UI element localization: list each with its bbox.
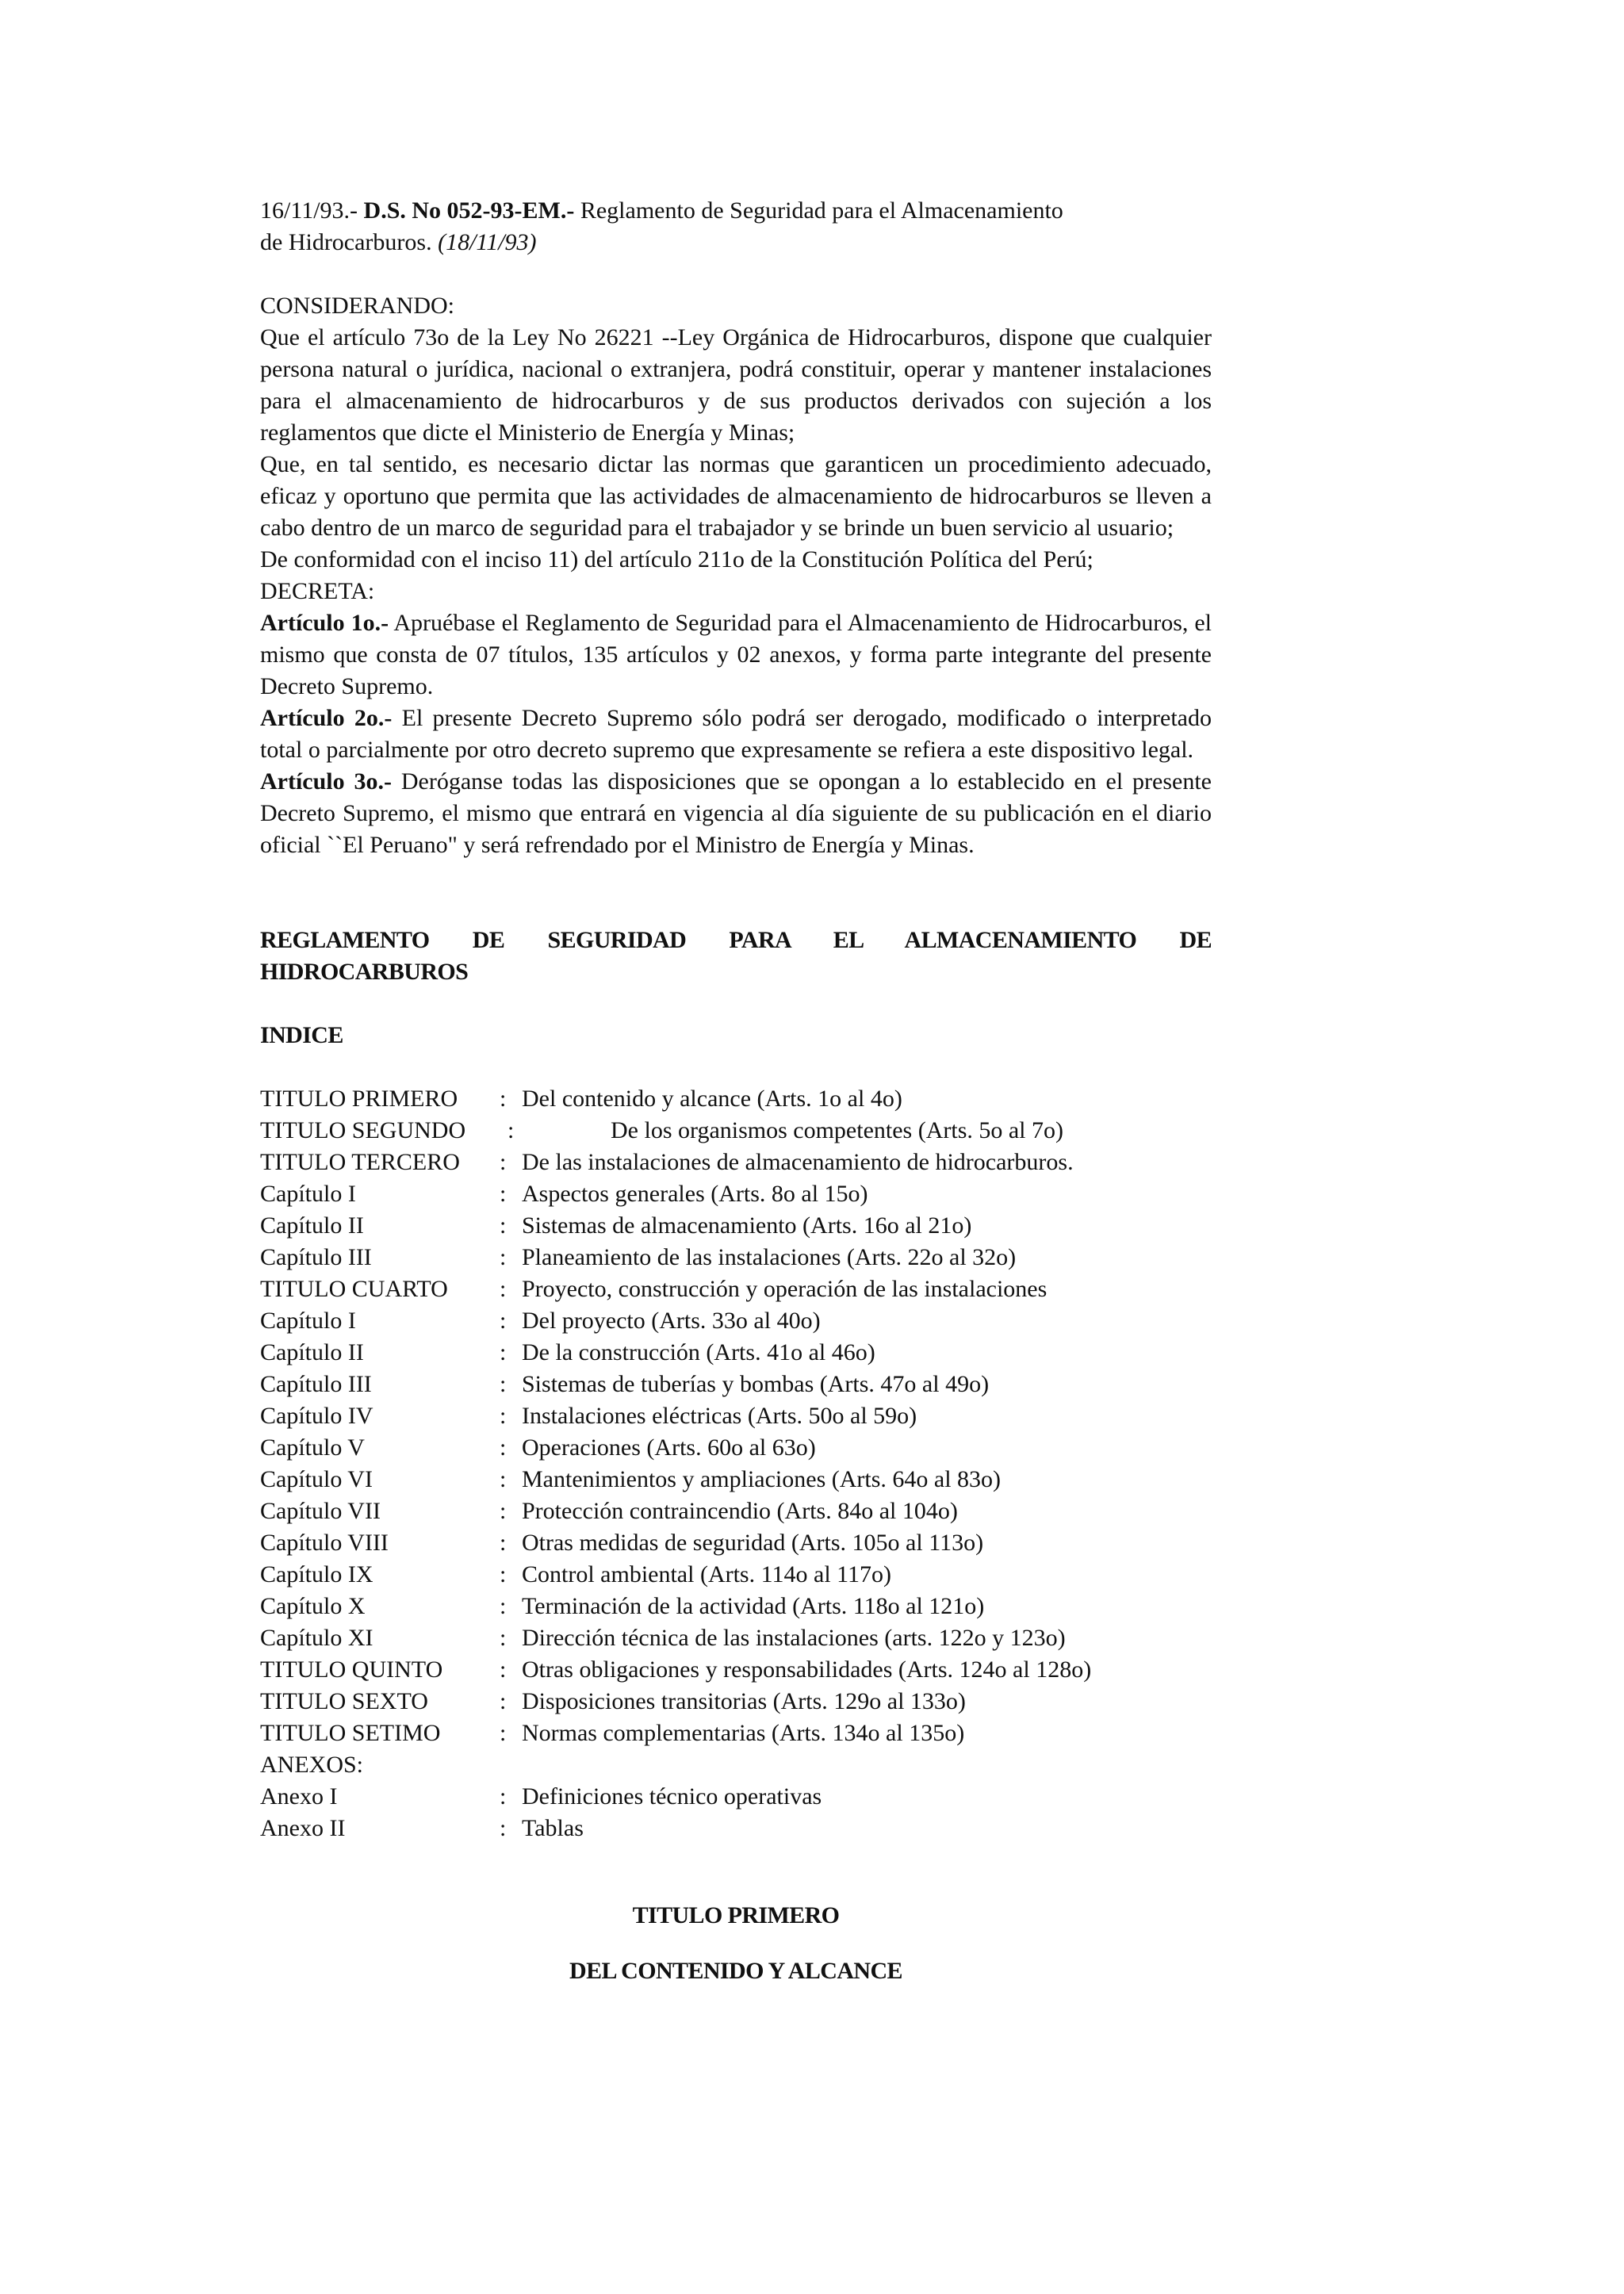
article-1-text: Apruébase el Reglamento de Seguridad para el Almacenamiento de Hidrocarburos, el mismo que consta de 07 títulos, 135 artículos y 02 anexos, y forma parte integrante del presente Decreto Supremo. — [260, 610, 1212, 699]
index-label: Capítulo III — [260, 1371, 372, 1397]
index-table — [260, 1083, 1212, 1844]
index-sep: : — [500, 1371, 507, 1397]
index-text: Tablas — [522, 1815, 584, 1841]
decree-date: 16/11/93.- — [260, 197, 358, 224]
section-title: TITULO PRIMERO — [632, 1902, 840, 1928]
index-label: Capítulo IX — [260, 1561, 373, 1587]
index-row — [260, 1559, 1212, 1591]
document-page — [260, 195, 1212, 2011]
index-sep: : — [500, 1276, 507, 1302]
index-sep: : — [500, 1244, 507, 1270]
index-label: TITULO SEGUNDO — [260, 1117, 466, 1143]
index-row — [260, 1781, 1212, 1813]
index-sep — [500, 1749, 522, 1781]
index-text: Protección contraincendio (Arts. 84o al 104o) — [522, 1498, 958, 1524]
considerando-para-3: De conformidad con el inciso 11) del artículo 211o de la Constitución Política del Perú; — [260, 546, 1094, 573]
index-text: Del contenido y alcance (Arts. 1o al 4o) — [522, 1086, 902, 1112]
index-label: Capítulo II — [260, 1339, 364, 1365]
index-sep: : — [500, 1339, 507, 1365]
index-text: Instalaciones eléctricas (Arts. 50o al 59o) — [522, 1403, 917, 1429]
index-text: Otras medidas de seguridad (Arts. 105o al 113o) — [522, 1530, 984, 1556]
index-label: Capítulo VI — [260, 1466, 373, 1492]
index-label: Capítulo III — [260, 1244, 372, 1270]
index-row — [260, 1464, 1212, 1496]
index-text: De los organismos competentes (Arts. 5o al 7o) — [611, 1117, 1064, 1143]
index-row — [260, 1242, 1212, 1273]
index-row — [260, 1813, 1212, 1844]
decreta-label: DECRETA: — [260, 578, 375, 604]
index-row — [260, 1496, 1212, 1527]
index-label: Capítulo VIII — [260, 1530, 389, 1556]
index-text: De las instalaciones de almacenamiento de hidrocarburos. — [522, 1149, 1074, 1175]
indice-heading: INDICE — [260, 1022, 343, 1048]
index-row — [260, 1210, 1212, 1242]
index-row — [260, 1432, 1212, 1464]
index-label: ANEXOS: — [260, 1752, 364, 1778]
index-label: Capítulo IV — [260, 1403, 373, 1429]
index-sep: : — [500, 1783, 507, 1810]
index-row — [260, 1749, 1212, 1781]
index-label: TITULO QUINTO — [260, 1656, 443, 1683]
index-sep: : — [500, 1181, 507, 1207]
index-label: TITULO SETIMO — [260, 1720, 441, 1746]
article-2 — [260, 703, 1212, 766]
index-sep: : — [500, 1720, 507, 1746]
index-text: Dirección técnica de las instalaciones (arts. 122o y 123o) — [522, 1625, 1066, 1651]
index-sep: : — [500, 1149, 507, 1175]
index-row — [260, 1115, 1212, 1147]
index-label: TITULO SEXTO — [260, 1688, 428, 1714]
index-sep: : — [500, 1466, 507, 1492]
index-row — [260, 1178, 1212, 1210]
index-sep: : — [500, 1212, 507, 1239]
publication-date: (18/11/93) — [438, 229, 537, 255]
index-text: Planeamiento de las instalaciones (Arts. 22o al 32o) — [522, 1244, 1017, 1270]
index-sep: : — [500, 1308, 507, 1334]
index-sep: : — [500, 1403, 507, 1429]
index-label: TITULO CUARTO — [260, 1276, 448, 1302]
index-row — [260, 1686, 1212, 1718]
article-3-label: Artículo 3o.- — [260, 768, 392, 795]
index-label: Capítulo V — [260, 1434, 365, 1461]
index-sep: : — [500, 1434, 507, 1461]
index-text: Operaciones (Arts. 60o al 63o) — [522, 1434, 816, 1461]
index-text: Disposiciones transitorias (Arts. 129o al 133o) — [522, 1688, 966, 1714]
considerando-para-2: Que, en tal sentido, es necesario dictar las normas que garanticen un procedimiento adecuado, eficaz y oportuno que permita que las actividades de almacenamiento de hidrocarburos se lleven a cabo dentro de un marco de seguridad para el trabajador y se brinde un buen servicio al usuario; — [260, 451, 1212, 541]
index-row — [260, 1305, 1212, 1337]
section-subtitle: DEL CONTENIDO Y ALCANCE — [569, 1958, 902, 1984]
index-text: De la construcción (Arts. 41o al 46o) — [522, 1339, 875, 1365]
index-sep: : — [500, 1656, 507, 1683]
article-1 — [260, 607, 1212, 703]
index-row — [260, 1369, 1212, 1400]
index-row — [260, 1622, 1212, 1654]
index-row — [260, 1083, 1212, 1115]
index-label: Anexo II — [260, 1815, 346, 1841]
index-text: Normas complementarias (Arts. 134o al 135o) — [522, 1720, 965, 1746]
index-text: Definiciones técnico operativas — [522, 1783, 822, 1810]
index-sep: : — [500, 1530, 507, 1556]
index-text: Del proyecto (Arts. 33o al 40o) — [522, 1308, 821, 1334]
index-sep: : — [508, 1117, 515, 1143]
article-3-text: Deróganse todas las disposiciones que se opongan a lo establecido en el presente Decreto Supremo, el mismo que entrará en vigencia al día siguiente de su publicación en el diario oficial ``El Peruano" y será refrendado por el Ministro de Energía y Minas. — [260, 768, 1212, 858]
index-label: Anexo I — [260, 1783, 338, 1810]
index-text: Otras obligaciones y responsabilidades (Arts. 124o al 128o) — [522, 1656, 1092, 1683]
index-text: Control ambiental (Arts. 114o al 117o) — [522, 1561, 892, 1587]
index-text — [522, 1749, 1212, 1781]
reglamento-title-cont: HIDROCARBUROS — [260, 959, 469, 985]
index-row — [260, 1527, 1212, 1559]
article-1-label: Artículo 1o.- — [260, 610, 389, 636]
index-row — [260, 1273, 1212, 1305]
index-label: Capítulo II — [260, 1212, 364, 1239]
index-row — [260, 1337, 1212, 1369]
index-sep: : — [500, 1815, 507, 1841]
index-text: Mantenimientos y ampliaciones (Arts. 64o al 83o) — [522, 1466, 1002, 1492]
index-label: Capítulo I — [260, 1181, 356, 1207]
index-sep: : — [500, 1086, 507, 1112]
index-sep: : — [500, 1593, 507, 1619]
index-label: Capítulo XI — [260, 1625, 373, 1651]
considerando-label: CONSIDERANDO: — [260, 293, 455, 319]
index-row — [260, 1591, 1212, 1622]
index-text: Terminación de la actividad (Arts. 118o al 121o) — [522, 1593, 985, 1619]
decree-number: D.S. No 052-93-EM.- — [363, 197, 575, 224]
index-sep: : — [500, 1561, 507, 1587]
index-text: Sistemas de almacenamiento (Arts. 16o al 21o) — [522, 1212, 972, 1239]
index-text: Aspectos generales (Arts. 8o al 15o) — [522, 1181, 868, 1207]
article-3 — [260, 766, 1212, 861]
index-row — [260, 1400, 1212, 1432]
reglamento-title: REGLAMENTO DE SEGURIDAD PARA EL ALMACENAMIENTO DE — [260, 927, 1212, 953]
index-sep: : — [500, 1498, 507, 1524]
index-label: TITULO TERCERO — [260, 1149, 460, 1175]
index-sep: : — [500, 1688, 507, 1714]
index-text: Proyecto, construcción y operación de las instalaciones — [522, 1276, 1048, 1302]
article-2-label: Artículo 2o.- — [260, 705, 393, 731]
article-2-text: El presente Decreto Supremo sólo podrá ser derogado, modificado o interpretado total o parcialmente por otro decreto supremo que expresamente se refiera a este dispositivo legal. — [260, 705, 1212, 763]
index-label: Capítulo VII — [260, 1498, 381, 1524]
index-row — [260, 1654, 1212, 1686]
index-label: Capítulo I — [260, 1308, 356, 1334]
index-row — [260, 1147, 1212, 1178]
index-label: Capítulo X — [260, 1593, 366, 1619]
index-sep: : — [500, 1625, 507, 1651]
index-row — [260, 1718, 1212, 1749]
considerando-para-1: Que el artículo 73o de la Ley No 26221 --Ley Orgánica de Hidrocarburos, dispone que cualquier persona natural o jurídica, nacional o extranjera, podrá constituir, operar y mantener instalaciones para el almacenamiento de hidrocarburos y de sus productos derivados con sujeción a los reglamentos que dicte el Ministerio de Energía y Minas; — [260, 324, 1212, 446]
decree-title-cont: de Hidrocarburos. — [260, 229, 432, 255]
decree-header — [260, 195, 1212, 259]
decree-title: Reglamento de Seguridad para el Almacenamiento — [580, 197, 1063, 224]
index-label: TITULO PRIMERO — [260, 1086, 458, 1112]
index-text: Sistemas de tuberías y bombas (Arts. 47o al 49o) — [522, 1371, 990, 1397]
